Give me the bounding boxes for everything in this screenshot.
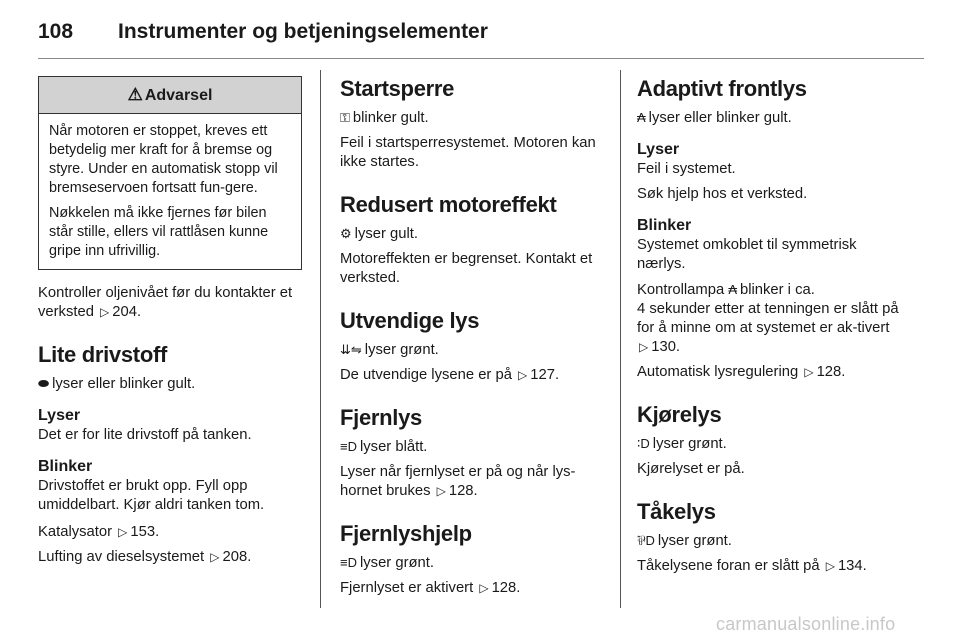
adaptivt-lyser-text-1: Feil i systemet. (637, 161, 736, 177)
fog-light-icon: ⅌D (637, 533, 655, 548)
warning-header (39, 77, 301, 114)
cross-reference-arrow-icon: ▷ (210, 550, 220, 564)
warning-paragraph-1: Når motoren er stoppet, kreves ett betydelig mer kraft for å bremse og styre. Under en automatisk stopp vil bremseservoen fortsatt fun-gere. (49, 123, 278, 196)
startsperre-text: Feil i startsperresystemet. Motoren kan ikke startes. (340, 135, 596, 170)
adaptivt-lyser-text-2: Søk hjelp hos et verksted. (637, 186, 808, 202)
fuel-blinker-text: Drivstoffet er brukt opp. Fyll opp umiddelbart. Kjør aldri tanken tom. (38, 478, 265, 513)
oil-check-text: Kontroller oljenivået før du kontakter et verksted ▷ 204. (38, 285, 293, 320)
auto-lysregulering-ref[interactable]: 128. (816, 364, 846, 380)
car-key-icon: ⚿ (340, 110, 350, 125)
subheading-lyser: Lyser (38, 407, 81, 424)
column-1 (38, 62, 302, 567)
high-beam-icon: ≡D (340, 439, 357, 454)
section-heading-startsperre: Startsperre (340, 76, 455, 101)
cross-reference-arrow-icon: ▷ (479, 581, 489, 595)
cross-reference-arrow-icon: ▷ (639, 340, 649, 354)
cross-reference-arrow-icon: ▷ (118, 525, 128, 539)
cross-reference-arrow-icon: ▷ (804, 365, 814, 379)
section-heading-lite-drivstoff: Lite drivstoff (38, 342, 168, 367)
takelys-text: Tåkelysene foran er slått på ▷ 134. (637, 558, 867, 574)
header-divider (38, 58, 924, 59)
cross-reference-arrow-icon: ▷ (436, 484, 446, 498)
fjernlyshjelp-ref[interactable]: 128. (491, 580, 521, 596)
fuel-indicator-line: ⬬ lyser eller blinker gult. (38, 376, 196, 392)
column-divider-1 (320, 70, 321, 608)
section-heading-fjernlyshjelp: Fjernlyshjelp (340, 521, 472, 546)
cross-reference-arrow-icon: ▷ (518, 368, 528, 382)
auto-lysregulering-line: Automatisk lysregulering ▷ 128. (637, 364, 846, 380)
high-beam-assist-icon: ≡D (340, 555, 357, 570)
fjernlyshjelp-indicator-line: ≡D lyser grønt. (340, 555, 434, 571)
page-title: Instrumenter og betjeningselementer (118, 20, 488, 43)
fjernlyshjelp-text: Fjernlyset er aktivert ▷ 128. (340, 580, 521, 596)
warning-box (38, 76, 302, 270)
takelys-indicator-line: ⅌D lyser grønt. (637, 533, 732, 549)
footer-watermark: carmanualsonline.info (716, 614, 896, 634)
column-divider-2 (620, 70, 621, 608)
utvendige-ref[interactable]: 127. (530, 367, 560, 383)
kontrollampa-text: 4 sekunder etter at tenningen er slått på for å minne om at systemet er ak-tivert ▷ 130. (637, 301, 899, 355)
exterior-lights-icon: ⇊⇋ (340, 342, 362, 357)
cross-reference-arrow-icon: ▷ (825, 559, 835, 573)
column-2 (340, 62, 602, 598)
takelys-ref[interactable]: 134. (837, 558, 867, 574)
startsperre-indicator-line: ⚿ blinker gult. (340, 110, 429, 126)
subheading-blinker: Blinker (38, 458, 93, 475)
fjernlys-text: Lyser når fjernlyset er på og når lys-hornet brukes ▷ 128. (340, 464, 576, 499)
subheading-lyser: Lyser (637, 141, 680, 158)
adaptive-light-icon: ₳ (728, 282, 737, 297)
adaptive-light-icon: ₳ (637, 110, 646, 125)
lufting-ref[interactable]: 208. (222, 549, 252, 565)
section-heading-utvendige: Utvendige lys (340, 308, 480, 333)
section-heading-takelys: Tåkelys (637, 499, 716, 524)
cross-reference-arrow-icon: ▷ (100, 305, 110, 319)
fuel-drop-icon: ⬬ (38, 376, 50, 391)
section-heading-adaptivt: Adaptivt frontlys (637, 76, 807, 101)
daytime-running-lights-icon: ∶D (637, 436, 650, 451)
warning-title: Advarsel (144, 87, 213, 104)
section-heading-fjernlys: Fjernlys (340, 405, 422, 430)
adaptivt-blinker-text: Systemet omkoblet til symmetrisk nærlys. (637, 237, 857, 272)
page-number: 108 (38, 20, 74, 43)
katalysator-ref[interactable]: 153. (130, 524, 160, 540)
fjernlys-indicator-line: ≡D lyser blått. (340, 439, 428, 455)
utvendige-indicator-line: ⇊⇋ lyser grønt. (340, 342, 439, 358)
warning-triangle-icon: ⚠ (127, 85, 143, 104)
kontrollampa-line: Kontrollampa ₳ blinker i ca. (637, 282, 815, 298)
adaptivt-indicator-line: ₳ lyser eller blinker gult. (637, 110, 792, 126)
section-heading-kjorelys: Kjørelys (637, 402, 722, 427)
redusert-text: Motoreffekten er begrenset. Kontakt et verksted. (340, 251, 593, 286)
page-header (38, 14, 924, 54)
oil-check-ref[interactable]: 204. (112, 304, 142, 320)
kjorelys-text: Kjørelyset er på. (637, 461, 745, 477)
fjernlys-ref[interactable]: 128. (448, 483, 478, 499)
kjorelys-indicator-line: ∶D lyser grønt. (637, 436, 727, 452)
warning-paragraph-2: Nøkkelen må ikke fjernes før bilen står stille, ellers vil rattlåsen kunne gripe inn ufrivillig. (49, 205, 269, 259)
redusert-indicator-line: ⚙ lyser gult. (340, 226, 418, 242)
subheading-blinker: Blinker (637, 217, 692, 234)
kontrollampa-ref[interactable]: 130. (651, 339, 681, 355)
utvendige-text: De utvendige lysene er på ▷ 127. (340, 367, 560, 383)
fuel-lyser-text: Det er for lite drivstoff på tanken. (38, 427, 252, 443)
reduced-power-icon: ⚙ (340, 226, 352, 241)
warning-body (39, 114, 301, 269)
section-heading-redusert: Redusert motoreffekt (340, 192, 557, 217)
katalysator-line: Katalysator ▷ 153. (38, 524, 160, 540)
column-3 (637, 62, 905, 576)
lufting-line: Lufting av dieselsystemet ▷ 208. (38, 549, 252, 565)
